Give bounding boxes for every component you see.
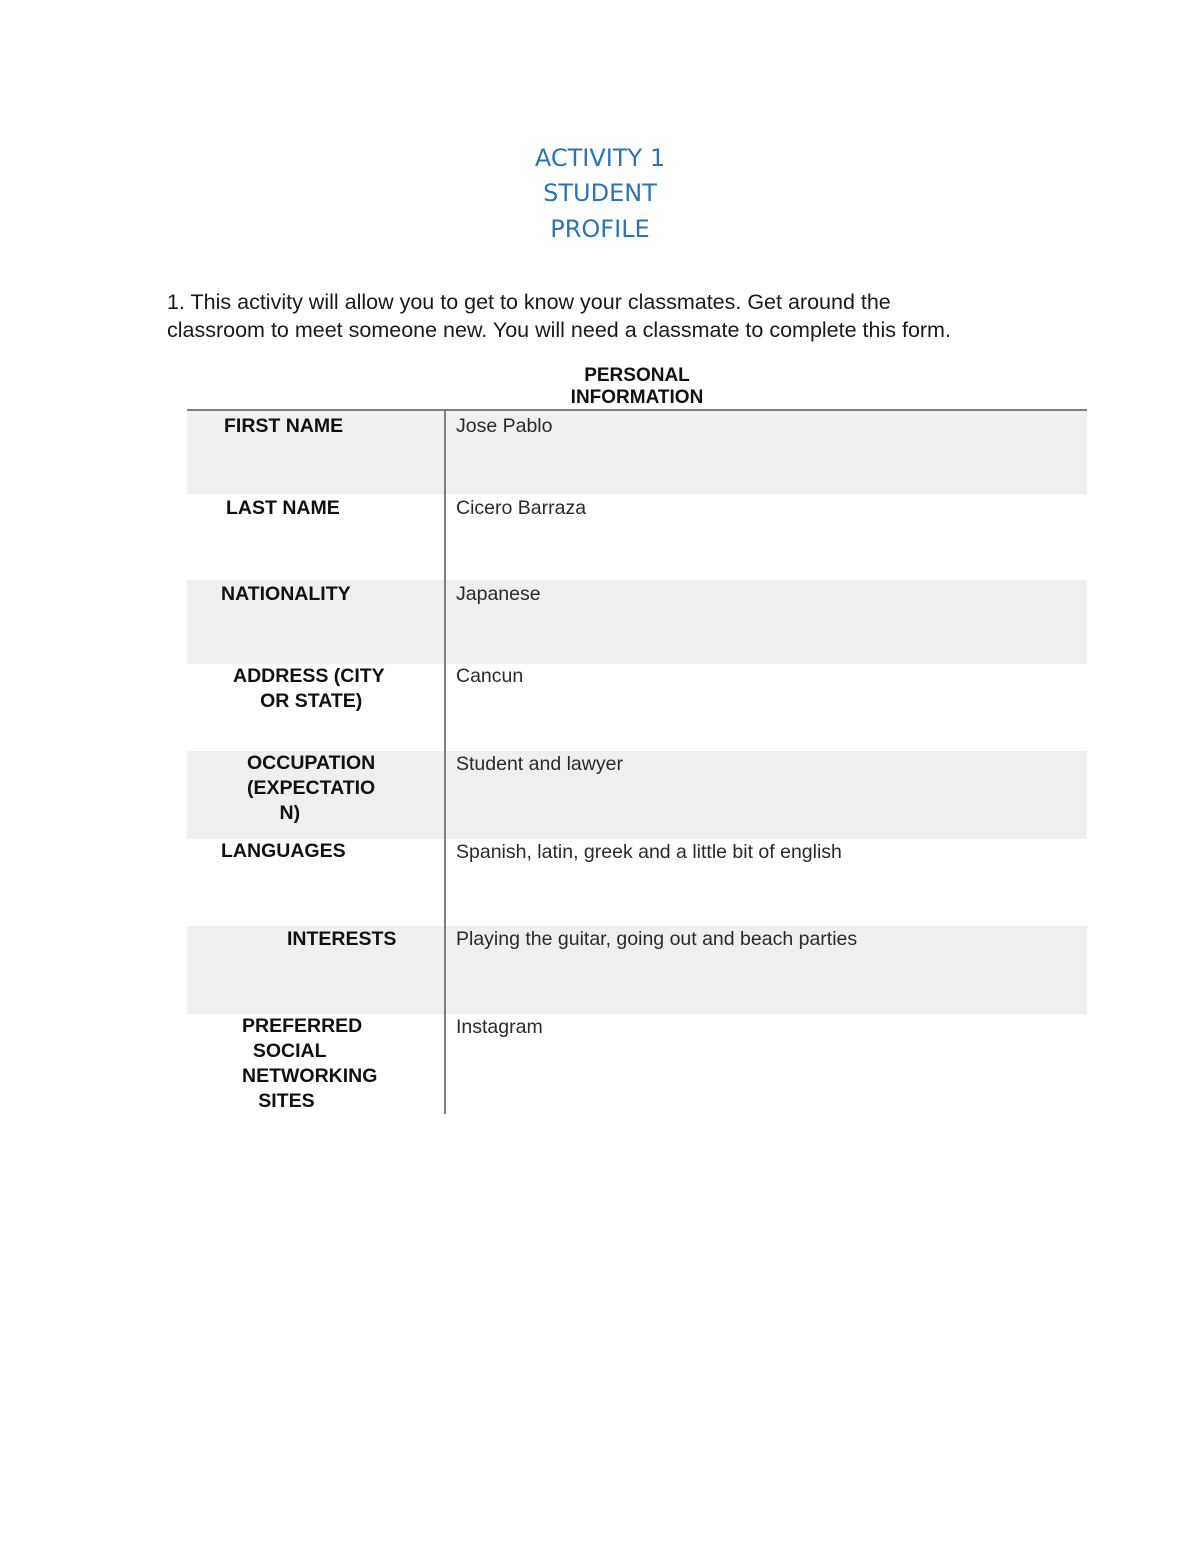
table-row-social-networking bbox=[187, 1014, 1087, 1114]
table-caption-line-1: PERSONAL bbox=[584, 365, 690, 386]
table-row-first-name bbox=[187, 411, 1087, 494]
title-line-3: PROFILE bbox=[550, 215, 650, 243]
table-top-border bbox=[187, 409, 1087, 411]
field-value: Instagram bbox=[456, 1016, 543, 1038]
field-value: Spanish, latin, greek and a little bit of english bbox=[456, 841, 842, 863]
field-value: Cancun bbox=[456, 665, 524, 687]
instruction-line-1: 1. This activity will allow you to get to know your classmates. Get around the bbox=[167, 290, 891, 314]
table-row-occupation bbox=[187, 751, 1087, 839]
table-row-interests bbox=[187, 926, 1087, 1014]
table-row-last-name bbox=[187, 494, 1087, 580]
field-label: ADDRESS (CITY OR STATE) bbox=[233, 665, 385, 712]
table-row-languages bbox=[187, 839, 1087, 926]
field-value: Jose Pablo bbox=[456, 415, 553, 437]
table-row-address bbox=[187, 664, 1087, 751]
title-line-2: STUDENT bbox=[543, 179, 657, 207]
table-row-nationality bbox=[187, 580, 1087, 664]
field-value: Cicero Barraza bbox=[456, 497, 587, 519]
field-value: Playing the guitar, going out and beach parties bbox=[456, 928, 858, 950]
table-caption-line-2: INFORMATION bbox=[570, 387, 704, 408]
field-value: Student and lawyer bbox=[456, 753, 623, 775]
field-label: OCCUPATION (EXPECTATIO N) bbox=[247, 752, 376, 824]
instruction-line-2: classroom to meet someone new. You will need a classmate to complete this form. bbox=[167, 318, 951, 342]
table-column-divider bbox=[444, 409, 446, 1114]
field-label: PREFERRED SOCIAL NETWORKING SITES bbox=[242, 1015, 378, 1112]
field-label: FIRST NAME bbox=[224, 415, 344, 437]
title-line-1: ACTIVITY 1 bbox=[534, 144, 666, 172]
field-label: LANGUAGES bbox=[221, 840, 346, 862]
field-label: INTERESTS bbox=[287, 928, 397, 950]
field-label: LAST NAME bbox=[226, 497, 340, 519]
field-value: Japanese bbox=[456, 583, 541, 605]
field-label: NATIONALITY bbox=[221, 583, 351, 605]
